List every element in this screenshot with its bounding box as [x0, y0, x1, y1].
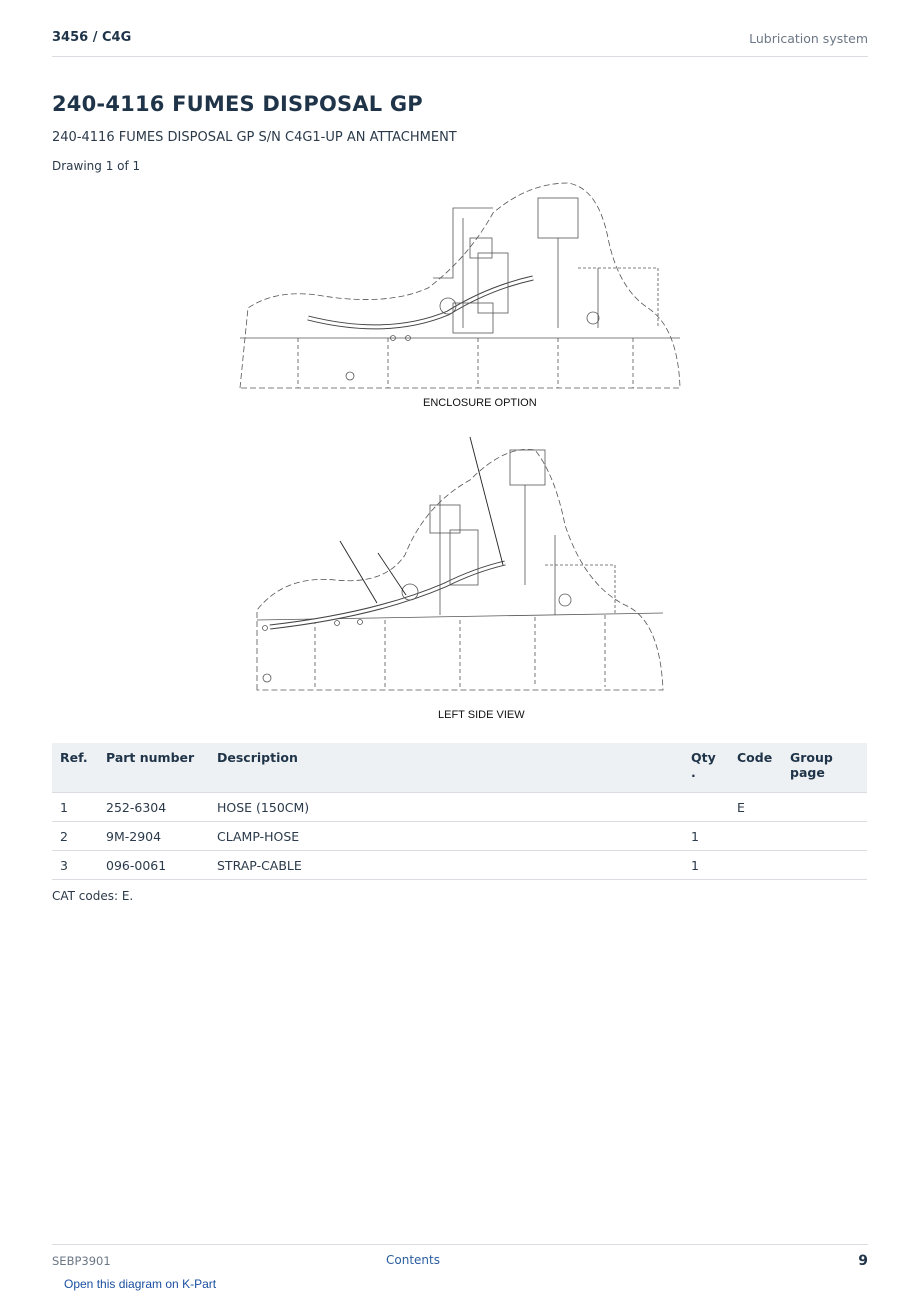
- cell-group-page: [782, 851, 867, 880]
- cell-ref: 2: [52, 822, 98, 851]
- cell-qty: 1: [683, 851, 729, 880]
- drawing-count: Drawing 1 of 1: [52, 159, 141, 173]
- contents-link[interactable]: Contents: [386, 1253, 440, 1267]
- caption-left-side-view: LEFT SIDE VIEW: [438, 709, 525, 721]
- cell-ref: 1: [52, 793, 98, 822]
- caption-enclosure-option: ENCLOSURE OPTION: [423, 397, 537, 409]
- enclosure-option-diagram: [238, 178, 683, 393]
- cell-description: CLAMP-HOSE: [209, 822, 683, 851]
- cell-code: E: [729, 793, 782, 822]
- col-header-part-number: Part number: [98, 743, 209, 793]
- page-header: [52, 28, 868, 57]
- cell-part-number: 096-0061: [98, 851, 209, 880]
- table-row: [52, 793, 867, 822]
- cell-qty: 1: [683, 822, 729, 851]
- table-header-row: [52, 743, 867, 793]
- cell-qty: [683, 793, 729, 822]
- col-header-group-page: Group page: [782, 743, 867, 793]
- document-number: SEBP3901: [52, 1254, 111, 1268]
- col-header-code: Code: [729, 743, 782, 793]
- cell-description: STRAP-CABLE: [209, 851, 683, 880]
- cell-part-number: 252-6304: [98, 793, 209, 822]
- header-section: Lubrication system: [749, 31, 868, 46]
- col-header-description: Description: [209, 743, 683, 793]
- page-subtitle: 240-4116 FUMES DISPOSAL GP S/N C4G1-UP AN ATTACHMENT: [52, 130, 457, 145]
- kpart-link[interactable]: Open this diagram on K-Part: [64, 1277, 217, 1291]
- cell-ref: 3: [52, 851, 98, 880]
- table-row: [52, 851, 867, 880]
- cell-description: HOSE (150CM): [209, 793, 683, 822]
- cell-group-page: [782, 822, 867, 851]
- col-header-ref: Ref.: [52, 743, 98, 793]
- col-header-qty: Qty .: [683, 743, 729, 793]
- header-model: 3456 / C4G: [52, 30, 132, 45]
- page-title: 240-4116 FUMES DISPOSAL GP: [52, 92, 423, 116]
- cell-group-page: [782, 793, 867, 822]
- page-number: 9: [858, 1253, 868, 1269]
- cat-codes-note: CAT codes: E.: [52, 889, 134, 903]
- page-footer: [52, 1244, 868, 1275]
- cell-part-number: 9M-2904: [98, 822, 209, 851]
- table-row: [52, 822, 867, 851]
- cell-code: [729, 851, 782, 880]
- cell-code: [729, 822, 782, 851]
- parts-table: [52, 743, 867, 880]
- left-side-view-diagram: [255, 435, 667, 693]
